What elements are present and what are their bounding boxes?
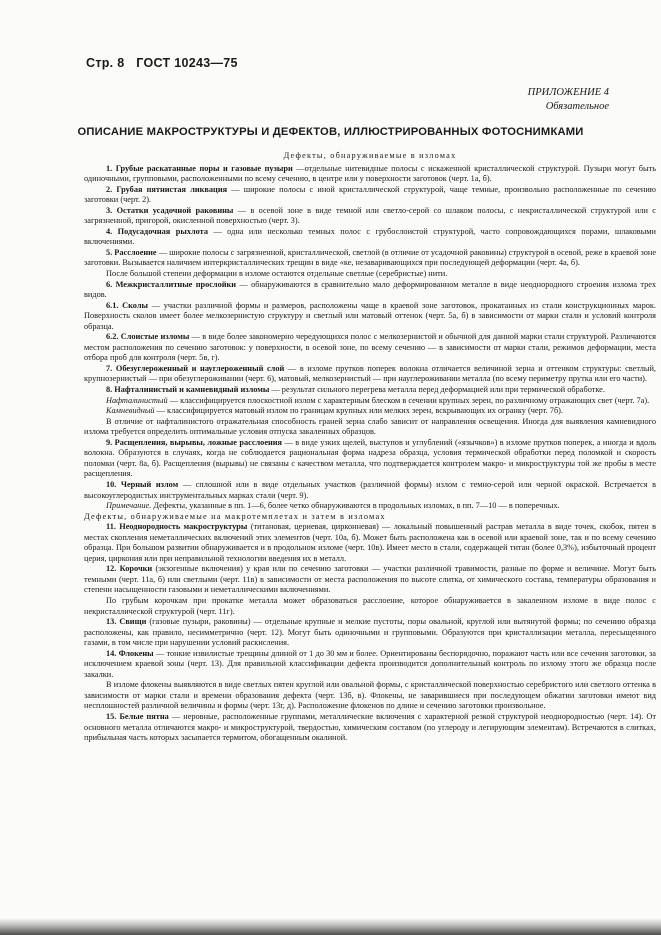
paragraph — [84, 396, 656, 407]
paragraph-text: По грубым корочкам при прокатке металла может образоваться расслоение, которое обнаруживается в закаленном изломе в виде полос с некристаллической структурой (черт. 11г). — [84, 595, 656, 616]
paragraph-term: 8. Нафталинистый и камневидный изломы — [106, 385, 270, 395]
paragraph-text: — тонкие извилистые трещины длиной от 1 до 30 мм и более. Ориентированы беспорядочно, поражают часть или все сечения заготовки, за исключением краевой зоны (черт. 13). Для правильной классификации дефекта производится дополнительный контроль по излому этого же образца после закалки. — [84, 648, 656, 679]
paragraph-text: — в виде узких щелей, выступов и углублений («язычков») в изломе прутков поперек, а иногда и вдоль волокна. Образуются в случаях, когда не соблюдается рациональная форма надреза образца, условия термической обработки перед поломкой и скорость поломки (черт. 8а, б). Расщепления (вырывы) не связаны с качеством металла, что подтверждается контролем макро- и микроструктуры той же пробы в месте расщепления. — [84, 437, 656, 479]
paragraph — [84, 617, 656, 649]
paragraph-term: 7. Обезуглероженный и науглероженный слой — [106, 363, 285, 373]
section1-paragraphs — [84, 164, 656, 512]
paragraph-text: После большой степени деформации в изломе остаются отдельные светлые (серебристые) нити. — [106, 269, 448, 279]
section2-paragraphs — [84, 522, 656, 743]
paragraph-term: 12. Корочки — [106, 564, 153, 574]
paragraph — [84, 596, 656, 617]
page-header — [86, 56, 246, 70]
paragraph-term: Камневидный — [106, 406, 155, 416]
paragraph — [84, 417, 656, 438]
paragraph-text: (газовые пузыри, раковины) — отдельные крупные и мелкие пустоты, поры овальной, круглой или вытянутой формы; по сечению образца расположены, как правило, несимметрично (черт. 12). Могут быть одиночными и групповыми. Образуются при кристаллизации металла, пересыщенного газами, в том числе при нарушении условий раскисления. — [84, 617, 656, 648]
paragraph — [84, 185, 656, 206]
paragraph — [84, 501, 656, 512]
paragraph — [84, 680, 656, 712]
paragraph — [84, 164, 656, 185]
paragraph — [84, 438, 656, 480]
paragraph-term: Примечание. — [106, 501, 152, 511]
paragraph-text: (титановая, цериевая, цирконневая) — локальный повышенный растрав металла в виде точек, скобок, пятен в местах скопления неметаллических включений этих элементов (черт. 10а, б). Может быть расположена как в осевой или краевой зоне, так и по всему сечению образца. При большом развитии обнаруживается и в продольном изломе (черт. 10в). Имеет место в стали, содержащей титан (более 0,3%), избыточный процент церия, циркония или при неправильной технологии введения их в металл. — [84, 522, 656, 563]
paragraph — [84, 406, 656, 417]
paragraph-term: 3. Остатки усадочной раковины — [106, 205, 234, 215]
paragraph-term: 15. Белые пятна — [106, 711, 169, 721]
annex-status: Обязательное — [545, 101, 609, 112]
paragraph-term: 1. Грубые раскатанные поры и газовые пузыри — [106, 163, 293, 173]
paragraph — [84, 649, 656, 681]
paragraph-text: — классифицируется матовый излом по границам крупных или мелких зерен, вскрывающих их огранку (черт. 7б). — [154, 406, 564, 416]
paragraph-text: — одна или несколько темных полос с грубослоистой структурой, часто сопровождающихся порами, шлаковыми включениями. — [84, 226, 656, 247]
paragraph — [84, 301, 656, 333]
paragraph-text: Дефекты, указанные в пп. 1—6, более четко обнаруживаются в продольных изломах, в пп. 7—10 — в поперечных. — [151, 501, 560, 511]
paragraph-term: 11. Неоднородность макроструктуры — [106, 522, 248, 532]
paragraph-term: 13. Свищи — [106, 617, 147, 627]
paragraph — [84, 248, 656, 269]
paragraph — [84, 227, 656, 248]
paragraph-term: 6.2. Слоистые изломы — [106, 332, 190, 342]
paragraph — [84, 480, 656, 501]
paragraph — [84, 280, 656, 301]
paragraph-term: 14. Флокены — [106, 648, 154, 658]
paragraph — [84, 269, 656, 280]
paragraph-term: 10. Черный излом — [106, 479, 179, 489]
scan-edge-artifact — [0, 918, 661, 935]
paragraph-term: 2. Грубая пятнистая ликвация — [106, 184, 228, 194]
paragraph-text: — сплошной или в виде отдельных участков (различной формы) излом с темно-серой или черной окраской. Встречается в высокоуглеродистых инструментальных марках стали (черт. 9). — [84, 479, 656, 500]
paragraph — [84, 206, 656, 227]
paragraph-term: 4. Подусадочная рыхлота — [106, 226, 208, 236]
paragraph-term: Нафталинистый — [106, 395, 168, 405]
paragraph-text: — в виде более закономерно чередующихся полос с мелкозернистой и обычной для данной марки стали структурой. Различаются местом расположения по сечению заготовок: у поверхности, в осевой зоне, по всему сечению — в зависимости от марки стали, режимов деформации, места отбора проб для контроля (черт. 5в, г). — [84, 332, 656, 363]
paragraph — [84, 385, 656, 396]
paragraph-text: (экзогенные включения) у края или по сечению заготовки — участки различной травимости, разные по форме и величине. Могут быть темными (черт. 11а, б) или светлыми (черт. 11в) в зависимости от места расположения по высоте слитка, от химического состава, температуры образования и степени насыщенности газовыми и неметаллическими включениями. — [84, 564, 656, 595]
paragraph-term: 6.1. Сколы — [106, 300, 148, 310]
section-heading: Дефекты, обнаруживаемые на макротемплетах и затем в изломах — [84, 511, 386, 521]
paragraph-text: — неровные, расположенные группами, металлические включения с характерной резкой структурой неоднородностью (черт. 14). От основного металла отличаются макро- и микроструктурой, твердостью, химическим составом (по углероду и легирующим элементам). Встречаются в слитках, прибыльная часть которых засыпается термитом, обогащенным окалиной. — [84, 711, 656, 743]
paragraph-text: — широкие полосы с загрязненной, кристаллической, светлой (в отличие от усадочной раковины) структурой в осевой, реже в краевой зоне заготовки. Вызывается наличием интеркристаллических трещин в виде «ке, незаваривающихся при последующей деформации (черт. 4а, б). — [84, 247, 656, 268]
page-number: Стр. 8 — [86, 56, 125, 70]
paragraph — [84, 364, 656, 385]
paragraph-text: —отдельные нитевидные полосы с искаженной кристаллической структурой. Пузыри могут быть одиночными, групповыми, расположенными по всему сечению, в центре или у поверхности заготовок (черт. 1а, б). — [84, 163, 656, 184]
paragraph-text: — классифицируется плоскостной излом с характерным блеском в сечении крупных зерен, по различному отражающих свет (черт. 7а). — [167, 395, 650, 405]
paragraph-text: — результат сильного перегрева металла перед деформацией или при термической обработке. — [269, 385, 605, 395]
paragraph-text: — в осевой зоне в виде темной или светло-серой со шлаком полосы, с некристаллической структурой или с загрязненной, пригорой, окисленной поверхностью (черт. 3). — [84, 205, 656, 226]
paragraph — [84, 564, 656, 596]
paragraph — [84, 332, 656, 364]
paragraph-text: — в изломе прутков поперек волокна отличается величиной зерна и оттенком структуры: светлый, крупнозернистый — при обезуглероживании (черт. 6), матовый, мелкозернистый — при науглероживании металла (по всему периметру прутка или его части). — [84, 363, 656, 384]
section-heading: Дефекты, обнаруживаемые в изломах — [283, 151, 457, 160]
annex-title: ПРИЛОЖЕНИЕ 4 — [527, 87, 609, 98]
paragraph-text: В изломе флокены выявляются в виде светлых пятен круглой или овальной формы, с кристаллической поверхностью серебристого или светлого оттенка в зависимости от марки стали и времени образования дефекта (черт. 13б, в). Флокены, не заварившиеся при последующем обжатии заготовки имеют вид несплошностей различной величины и формы (черт. 13г, д). Расположение флокенов по длине и сечению заготовки произвольное. — [84, 680, 656, 711]
paragraph-term: 9. Расщепления, вырывы, ложные расслоения — [106, 437, 283, 447]
paragraph-text: В отличие от нафталинистого отражательная способность граней зерна слабо зависит от направления освещения. Иногда для выявления камневидного излома требуется определить оптимальные условия отпуска закаленных образцов. — [84, 416, 656, 437]
standard-number: ГОСТ 10243—75 — [136, 56, 238, 70]
paragraph-text: — обнаруживаются в сравнительно мало деформированном металле в виде неоднородного строения излома трех видов. — [84, 279, 656, 300]
main-title: ОПИСАНИЕ МАКРОСТРУКТУРЫ И ДЕФЕКТОВ, ИЛЛЮСТРИРОВАННЫХ ФОТОСНИМКАМИ — [77, 126, 584, 138]
paragraph-term: 6. Межкристаллитные прослойки — [106, 279, 237, 289]
document-body — [84, 150, 656, 744]
paragraph-text: — широкие полосы с иной кристаллической структурой, чаще темные, произвольно расположенные по сечению заготовки (черт. 2). — [84, 184, 657, 205]
paragraph-text: — участки различной формы и размеров, расположены чаще в краевой зоне заготовок, прокатанных из стали конструкционных марок. Поверхность сколов имеет более мелкозернистую структуру и светлый или матовый оттенок (черт. 5а, б) в зависимости от марки стали и условий контроля образца. — [84, 300, 656, 331]
paragraph-term: 5. Расслоение — [106, 247, 157, 257]
paragraph — [84, 522, 656, 564]
annex-label — [528, 86, 609, 114]
paragraph — [84, 712, 656, 744]
